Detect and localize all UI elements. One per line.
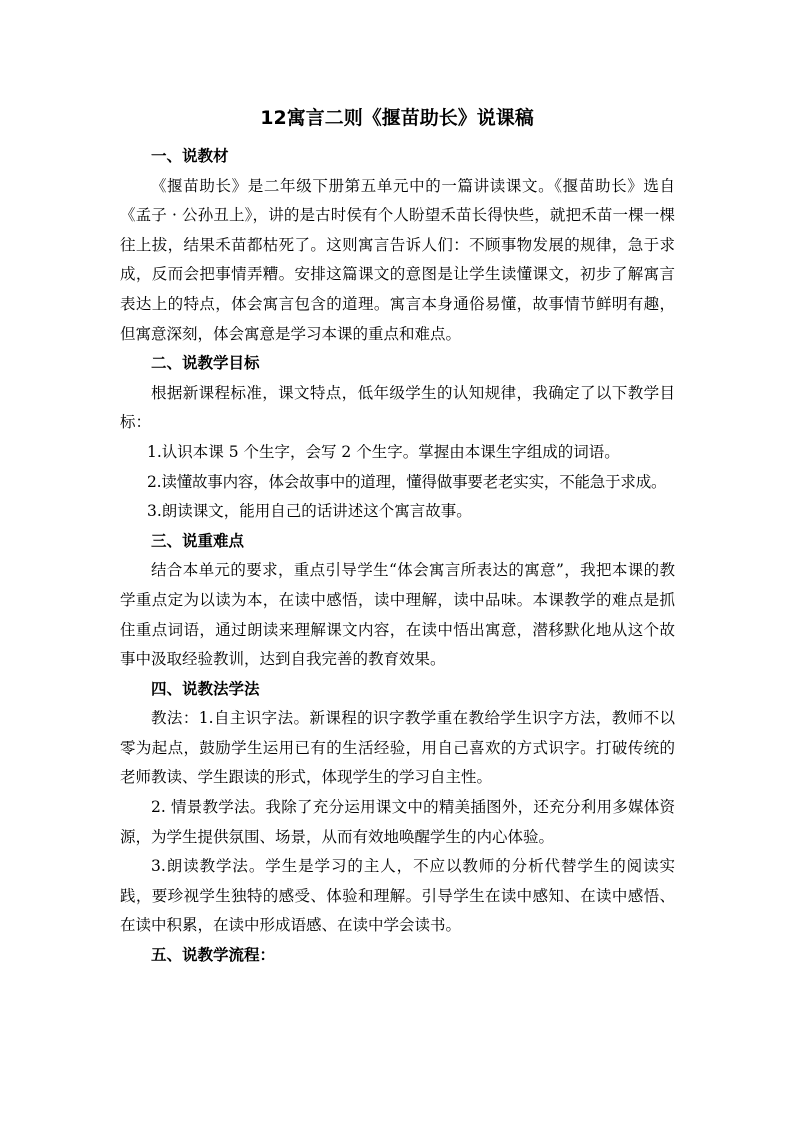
section-paragraph-method-1: 教法：1.自主识字法。新课程的识字教学重在教给学生识字方法，教师不以零为起点，鼓励学生运用已有的生活经验，用自己喜欢的方式识字。打破传统的老师教读、学生跟读的形式，体现学生的学习自主性。 — [120, 709, 675, 787]
section-heading-methods: 四、说教法学法 — [151, 679, 260, 698]
goal-item-2: 2.读懂故事内容，体会故事中的道理，懂得做事要老老实实，不能急于求成。 — [147, 472, 667, 491]
section-heading-process: 五、说教学流程： — [151, 946, 276, 965]
section-heading-key-points: 三、说重难点 — [151, 531, 245, 550]
goal-item-3: 3.朗读课文，能用自己的话讲述这个寓言故事。 — [147, 502, 472, 521]
section-paragraph-method-3: 3.朗读教学法。学生是学习的主人，不应以教师的分析代替学生的阅读实践，要珍视学生独特的感受、体验和理解。引导学生在读中感知、在读中感悟、在读中积累，在读中形成语感、在读中学会读书。 — [120, 857, 675, 935]
goal-item-1: 1.认识本课 5 个生字，会写 2 个生字。掌握由本课生字组成的词语。 — [147, 442, 620, 461]
section-paragraph-goals-intro: 根据新课程标准，课文特点，低年级学生的认知规律，我确定了以下教学目标： — [120, 383, 675, 432]
page-title: 12寓言二则《揠苗助长》说课稿 — [260, 107, 534, 129]
section-paragraph-key-points: 结合本单元的要求，重点引导学生“体会寓言所表达的寓意”，我把本课的教学重点定为以读为本，在读中感悟，读中理解，读中品味。本课教学的难点是抓住重点词语，通过朗读来理解课文内容，在读中悟出寓意，潜移默化地从这个故事中汲取经验教训，达到自我完善的教育效果。 — [120, 561, 675, 669]
section-paragraph-method-2: 2. 情景教学法。我除了充分运用课文中的精美插图外，还充分利用多媒体资源，为学生提供氛围、场景，从而有效地唤醒学生的内心体验。 — [120, 798, 675, 846]
section-heading-goals: 二、说教学目标 — [151, 354, 260, 373]
document-body — [120, 142, 675, 971]
section-heading-textbook: 一、说教材 — [151, 147, 229, 165]
section-paragraph-textbook: 《揠苗助长》是二年级下册第五单元中的一篇讲读课文。《揠苗助长》选自《孟子 · 公孙丑上》，讲的是古时侯有个人盼望禾苗长得快些，就把禾苗一棵一棵往上拔，结果禾苗都枯死了。这则寓言告诉人们：不顾事物发展的规律，急于求成，反而会把事情弄糟。安排这篇课文的意图是让学生读懂课文，初步了解寓言表达上的特点，体会寓言包含的道理。寓言本身通俗易懂，故事情节鲜明有趣，但寓意深刻，体会寓意是学习本课的重点和难点。 — [120, 176, 675, 343]
